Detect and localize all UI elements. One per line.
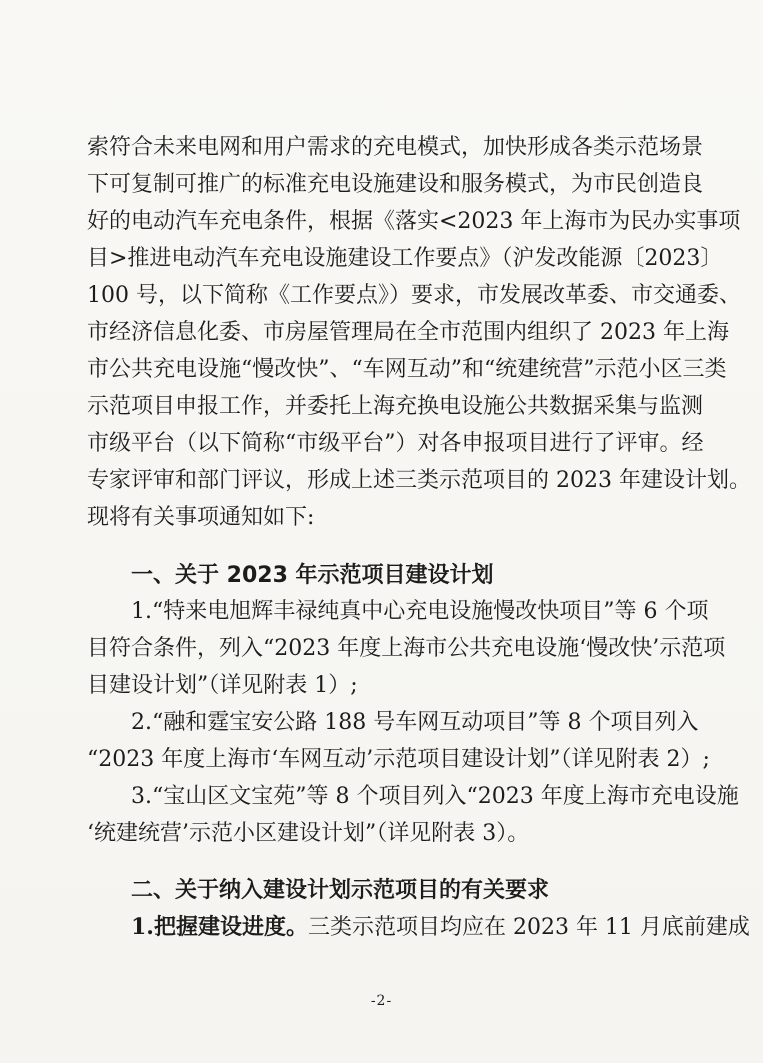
paragraph-line-11: 现将有关事项通知如下: (87, 505, 315, 530)
page-number: -2- (370, 993, 393, 1009)
section-1-item-2-line-1: 2.“融和霆宝安公路 188 号车网互动项目”等 8 个项目列入 (131, 710, 699, 735)
section-2-item-1-line (131, 913, 750, 942)
paragraph-line-8: 示范项目申报工作，并委托上海充换电设施公共数据采集与监测 (87, 394, 704, 419)
paragraph-line-2: 下可复制可推广的标准充电设施建设和服务模式，为市民创造良 (87, 172, 704, 197)
section-2-item-1-title: 1.把握建设进度。 (131, 914, 308, 940)
paragraph-line-3: 好的电动汽车充电条件，根据《落实<2023 年上海市为民办实事项 (87, 209, 741, 234)
section-2-item-1-text: 三类示范项目均应在 2023 年 11 月底前建成 (307, 915, 750, 940)
section-1-item-1-line-3: 目建设计划”（详见附表 1）; (87, 673, 358, 698)
paragraph-line-6: 市经济信息化委、市房屋管理局在全市范围内组织了 2023 年上海 (87, 320, 729, 345)
section-1-item-2-line-2: “2023 年度上海市‘车网互动’示范项目建设计划”（详见附表 2）; (87, 747, 710, 772)
section-1-item-1-line-2: 目符合条件，列入“2023 年度上海市公共充电设施‘慢改快’示范项 (87, 636, 726, 661)
paragraph-line-7: 市公共充电设施“慢改快”、“车网互动”和“统建统营”示范小区三类 (87, 357, 727, 382)
paragraph-line-4: 目>推进电动汽车充电设施建设工作要点》（沪发改能源〔2023〕 (87, 246, 723, 271)
paragraph-line-5: 100 号，以下简称《工作要点》）要求，市发展改革委、市交通委、 (87, 283, 741, 308)
section-2-heading: 二、关于纳入建设计划示范项目的有关要求 (131, 878, 550, 903)
section-1-item-1-line-1: 1.“特来电旭辉丰禄纯真中心充电设施慢改快项目”等 6 个项 (131, 599, 709, 624)
paragraph-line-1: 索符合未来电网和用户需求的充电模式，加快形成各类示范场景 (87, 135, 704, 160)
paragraph-line-10: 专家评审和部门评议，形成上述三类示范项目的 2023 年建设计划。 (87, 468, 751, 493)
paragraph-line-9: 市级平台（以下简称“市级平台”）对各申报项目进行了评审。经 (87, 431, 704, 456)
section-1-item-3-line-1: 3.“宝山区文宝苑”等 8 个项目列入“2023 年度上海市充电设施 (131, 784, 739, 809)
section-1-item-3-line-2: ‘统建统营’示范小区建设计划”（详见附表 3）。 (87, 821, 530, 846)
section-1-heading: 一、关于 2023 年示范项目建设计划 (131, 563, 494, 588)
